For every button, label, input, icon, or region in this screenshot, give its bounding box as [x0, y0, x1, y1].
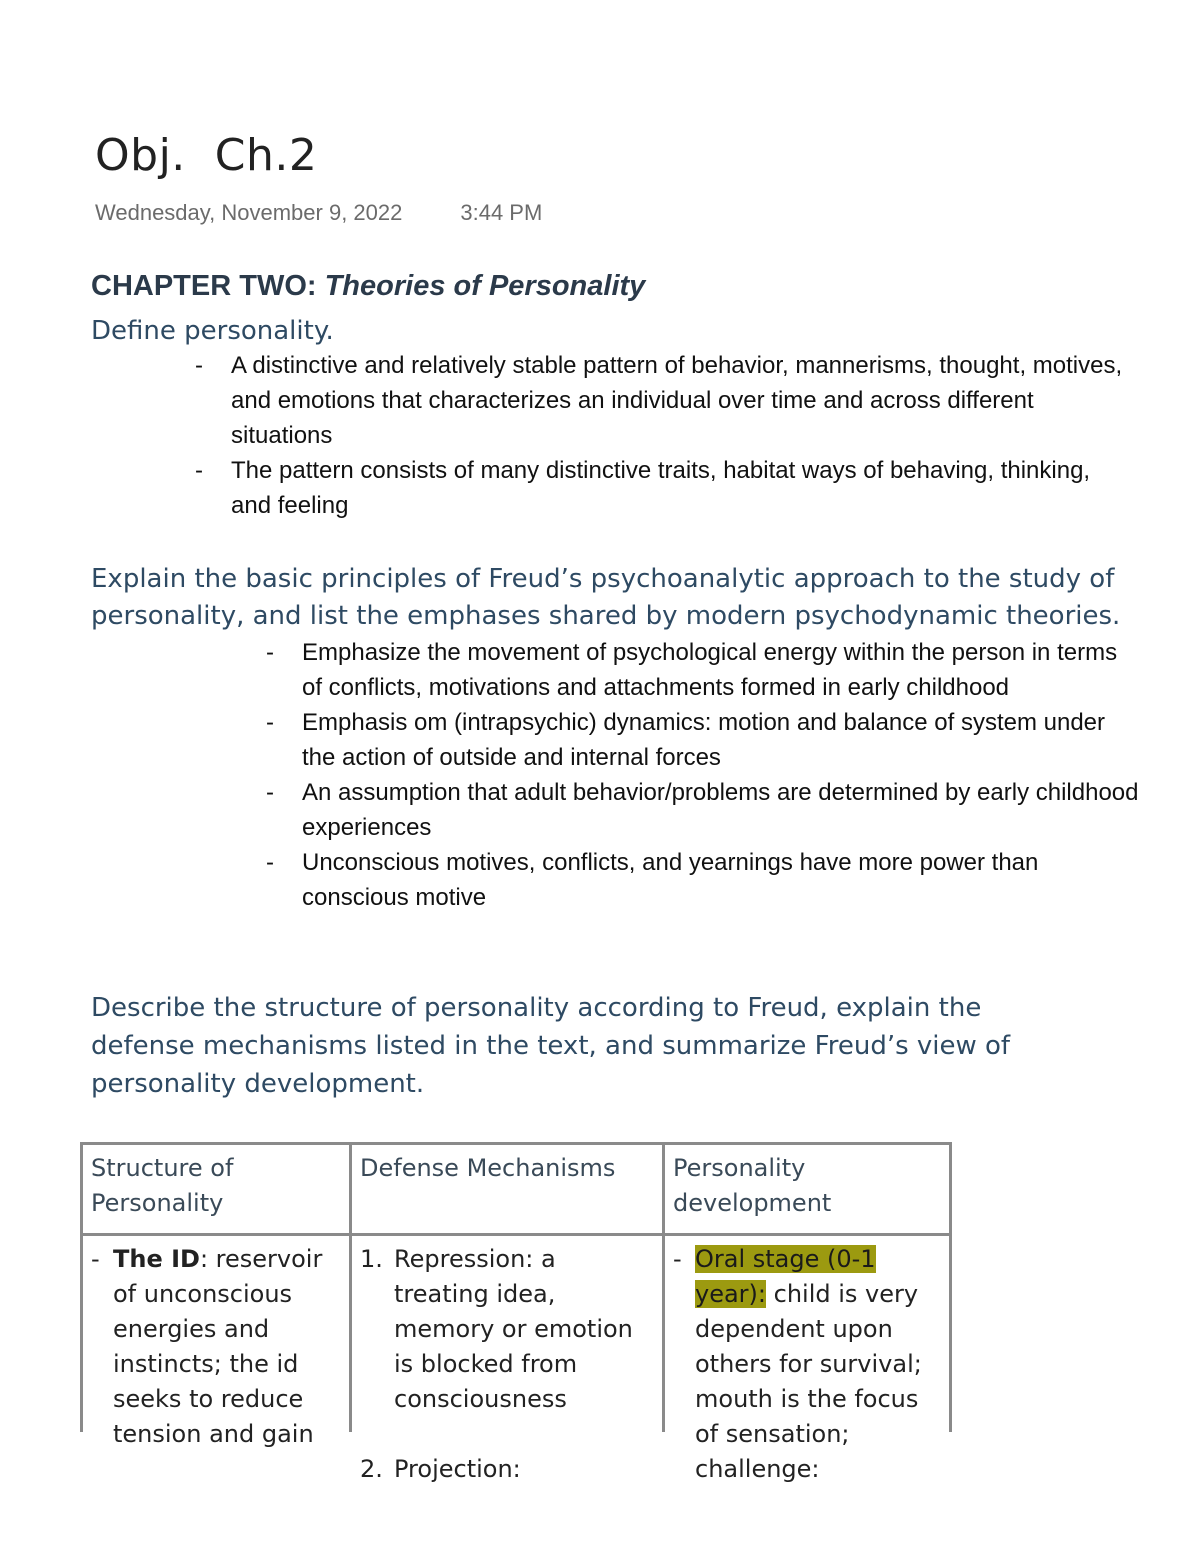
table-row — [82, 1235, 951, 1433]
list-item-text: Unconscious motives, conflicts, and yearnings have more power than conscious motive — [302, 849, 1039, 911]
bullet-dash: - — [266, 709, 274, 736]
stage-description: child is very dependent upon others for survival; mouth is the focus of sensation; challenge: — [695, 1280, 922, 1483]
question-freud-structure: Describe the structure of personality according to Freud, explain the defense mechanisms listed in the text, and summarize Freud’s view of personality development. — [91, 993, 1011, 1099]
bullet-dash: - — [673, 1245, 682, 1273]
list-item-text: Repression: a treating idea, memory or emotion is blocked from consciousness — [394, 1245, 633, 1413]
chapter-title: Theories of Personality — [324, 270, 646, 302]
list-item — [195, 453, 1131, 523]
bullet-dash: - — [266, 779, 274, 806]
bullet-dash: - — [195, 457, 203, 484]
table-header-row — [82, 1144, 951, 1235]
freud-table — [80, 1142, 952, 1483]
table-cell-structure — [82, 1235, 351, 1448]
bullet-dash: - — [266, 849, 274, 876]
list-item — [360, 1452, 654, 1487]
note-time: 3:44 PM — [460, 200, 543, 225]
table-header-structure: Structure of Personality — [82, 1144, 351, 1235]
list-item — [266, 635, 1142, 705]
note-timestamp — [95, 200, 542, 226]
table-header-defense: Defense Mechanisms — [351, 1144, 664, 1235]
bullet-list-psychodynamic — [266, 635, 1142, 915]
table-cell-defense — [351, 1235, 664, 1483]
table-cell-development — [664, 1235, 951, 1483]
note-date: Wednesday, November 9, 2022 — [95, 200, 403, 225]
list-item-text: The pattern consists of many distinctive traits, habitat ways of behaving, thinking, and feeling — [231, 457, 1091, 519]
page-title: Obj. Ch.2 — [95, 130, 318, 181]
highlighted-stage: Oral stage (0-1 year): — [695, 1245, 876, 1308]
bullet-list-personality — [195, 348, 1131, 523]
list-number: 1. — [360, 1245, 383, 1273]
chapter-heading — [91, 270, 645, 303]
list-item-text: Emphasize the movement of psychological energy within the person in terms of conflicts, motivations and attachments formed in early childhood — [302, 639, 1118, 701]
list-item — [360, 1242, 654, 1417]
chapter-prefix: CHAPTER TWO: — [91, 270, 325, 302]
table-header-development: Personality development — [664, 1144, 951, 1235]
bullet-dash: - — [91, 1245, 100, 1273]
question-freud-principles: Explain the basic principles of Freud’s psychoanalytic approach to the study of personality, and list the emphases shared by modern psychodynamic theories. — [91, 564, 1121, 631]
list-item — [91, 1242, 341, 1452]
term-id: The ID — [113, 1245, 200, 1273]
list-item — [266, 705, 1142, 775]
question-define-personality: Define personality. — [91, 316, 334, 346]
list-item — [266, 845, 1142, 915]
term-id-definition: : reservoir of unconscious energies and instincts; the id seeks to reduce tension and gain — [113, 1245, 323, 1448]
list-item-text: Projection: — [394, 1455, 521, 1483]
list-item — [195, 348, 1131, 453]
list-item — [266, 775, 1142, 845]
bullet-dash: - — [266, 639, 274, 666]
list-item-text: Emphasis om (intrapsychic) dynamics: motion and balance of system under the action of outside and internal forces — [302, 709, 1106, 771]
bullet-dash: - — [195, 352, 203, 379]
list-item-text: A distinctive and relatively stable pattern of behavior, mannerisms, thought, motives, and emotions that characterizes an individual over time and across different situations — [231, 352, 1123, 449]
list-item-text: An assumption that adult behavior/problems are determined by early childhood experiences — [302, 779, 1139, 841]
list-item — [673, 1242, 941, 1487]
list-number: 2. — [360, 1455, 383, 1483]
